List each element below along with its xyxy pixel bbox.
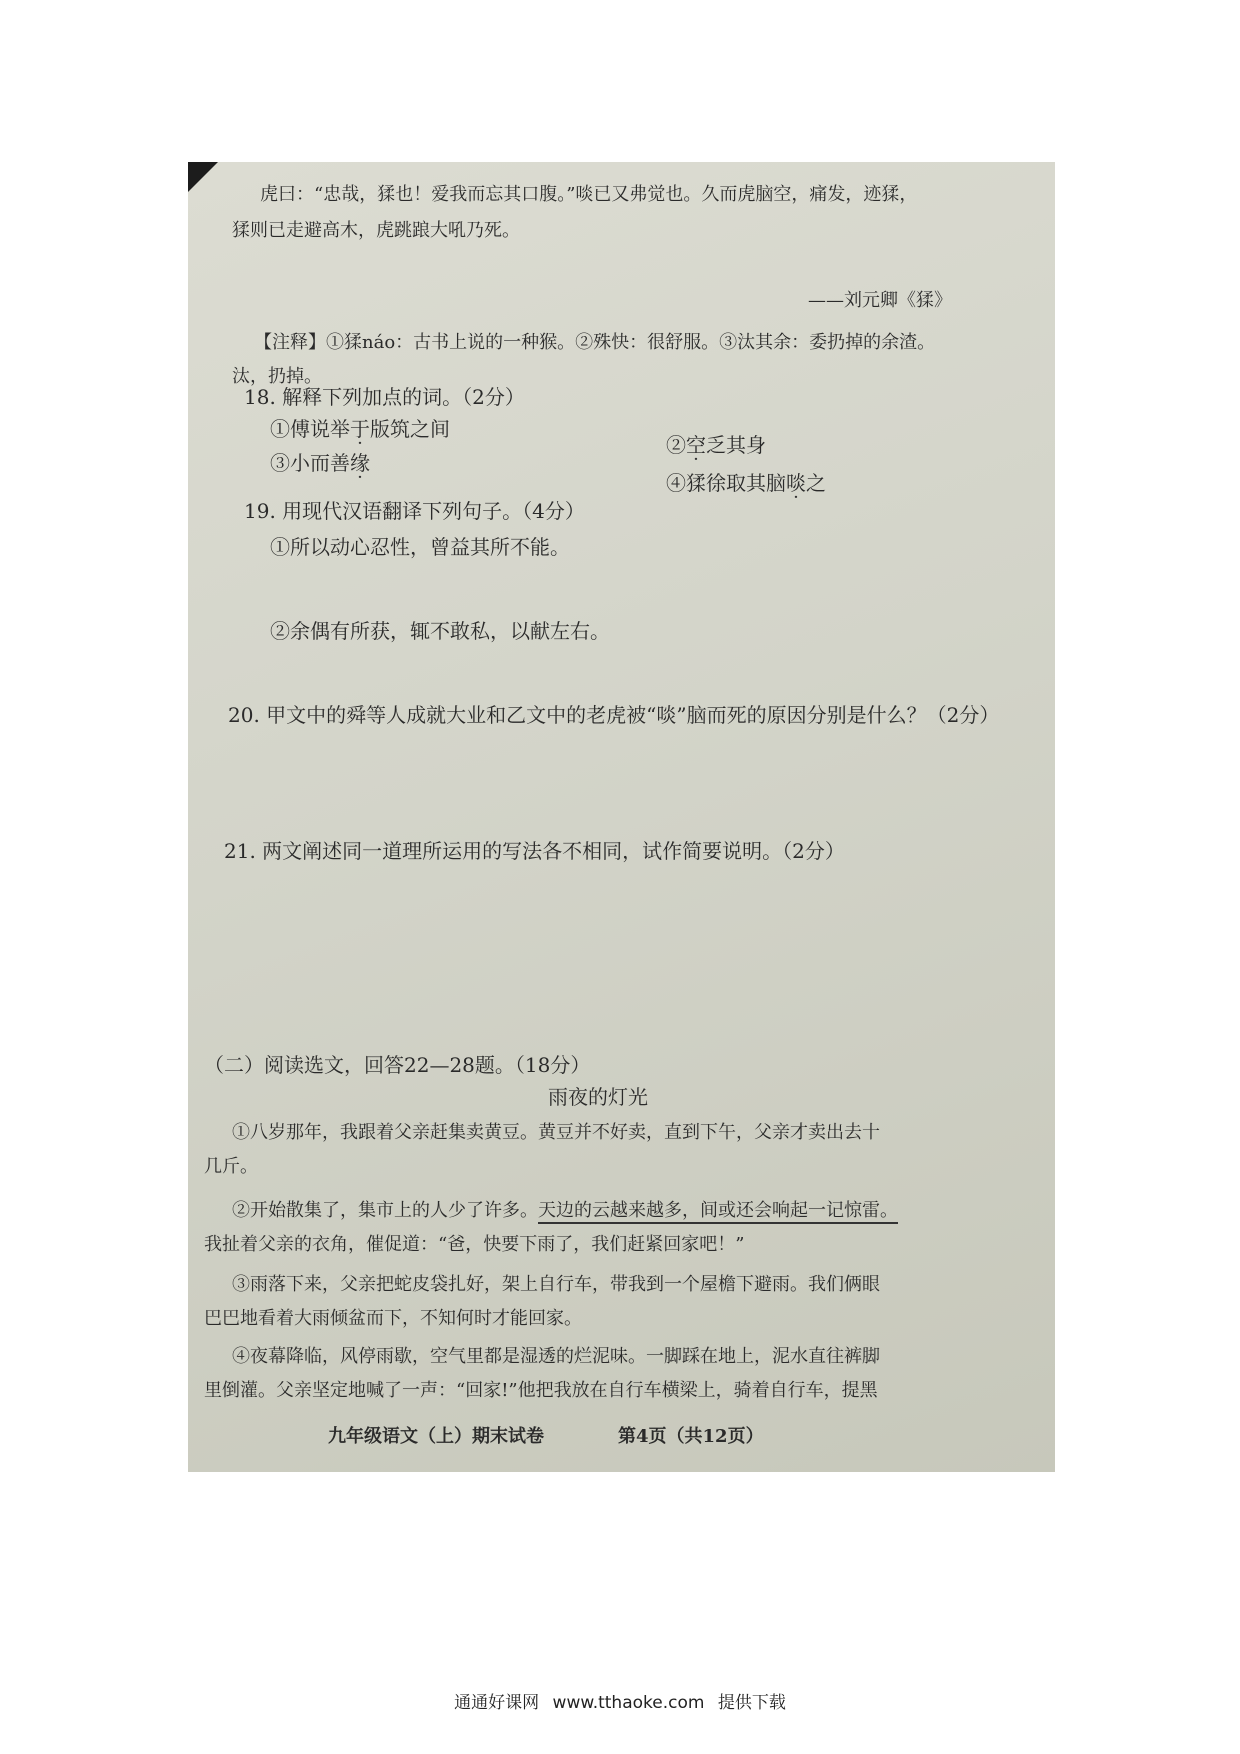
site-footer [0,1688,1240,1713]
note-line-2: 汰，扔掉。 [232,366,322,387]
exam-page-photo [188,162,1055,1472]
question-19-stem: 19. 用现代汉语翻译下列句子。（4分） [244,499,585,523]
site-suffix: 提供下载 [717,1693,786,1713]
note-line-1: 【注释】①猱náo：古书上说的一种猴。②殊快：很舒服。③汰其余：委扔掉的余渣。 [254,332,936,353]
site-url[interactable]: www.tthaoke.com [552,1693,705,1713]
question-18-stem: 18. 解释下列加点的词。（2分） [244,385,525,409]
paragraph-4-line-1: ④夜幕降临，风停雨歇，空气里都是湿透的烂泥味。一脚踩在地上，泥水直往裤脚 [232,1346,880,1367]
emphasis-dot-word: 啖 [786,471,806,495]
article-title: 雨夜的灯光 [548,1085,648,1109]
photo-dark-corner [188,162,218,192]
question-21-stem: 21. 两文阐述同一道理所运用的写法各不相同，试作简要说明。（2分） [224,839,845,863]
passage-line-1: 虎曰：“忠哉，猱也！爱我而忘其口腹。”啖已又弗觉也。久而虎脑空，痛发，迹猱， [260,184,918,205]
emphasis-dot-word: 空 [686,433,706,457]
passage-attribution: ——刘元卿《猱》 [808,290,952,311]
question-20-stem: 20. 甲文中的舜等人成就大业和乙文中的老虎被“啖”脑而死的原因分别是什么？（2分） [228,703,1000,727]
passage-line-2: 猱则已走避高木，虎跳踉大吼乃死。 [232,220,520,241]
site-name: 通通好课网 [454,1693,540,1713]
emphasis-dot-word: 于 [350,417,370,441]
question-18-item-4: ④猱徐取其脑啖之 [666,471,826,495]
paragraph-2-line-1: ②开始散集了，集市上的人少了许多。天边的云越来越多，间或还会响起一记惊雷。 [232,1198,898,1224]
emphasis-dot-word: 缘 [350,451,370,475]
question-18-item-2: ②空乏其身 [666,433,766,457]
paragraph-3-line-2: 巴巴地看着大雨倾盆而下，不知何时才能回家。 [204,1308,582,1329]
exam-name-footer: 九年级语文（上）期末试卷 [328,1426,544,1447]
section-2-heading: （二）阅读选文，回答22—28题。（18分） [204,1053,591,1077]
paragraph-1-line-1: ①八岁那年，我跟着父亲赶集卖黄豆。黄豆并不好卖，直到下午，父亲才卖出去十 [232,1122,880,1143]
question-19-item-2: ②余偶有所获，辄不敢私，以献左右。 [270,619,610,643]
question-18-item-1: ①傅说举于版筑之间 [270,417,450,441]
paragraph-1-line-2: 几斤。 [204,1156,258,1177]
paragraph-3-line-1: ③雨落下来，父亲把蛇皮袋扎好，架上自行车，带我到一个屋檐下避雨。我们俩眼 [232,1274,880,1295]
page-number-footer: 第4页（共12页） [618,1426,764,1447]
paragraph-4-line-2: 里倒灌。父亲坚定地喊了一声：“回家!”他把我放在自行车横梁上，骑着自行车，提黑 [204,1380,878,1401]
question-19-item-1: ①所以动心忍性，曾益其所不能。 [270,535,570,559]
question-18-item-3: ③小而善缘 [270,451,370,475]
underlined-sentence: 天边的云越来越多，间或还会响起一记惊雷。 [538,1200,898,1224]
paragraph-2-line-2: 我扯着父亲的衣角，催促道：“爸，快要下雨了，我们赶紧回家吧！” [204,1234,745,1255]
